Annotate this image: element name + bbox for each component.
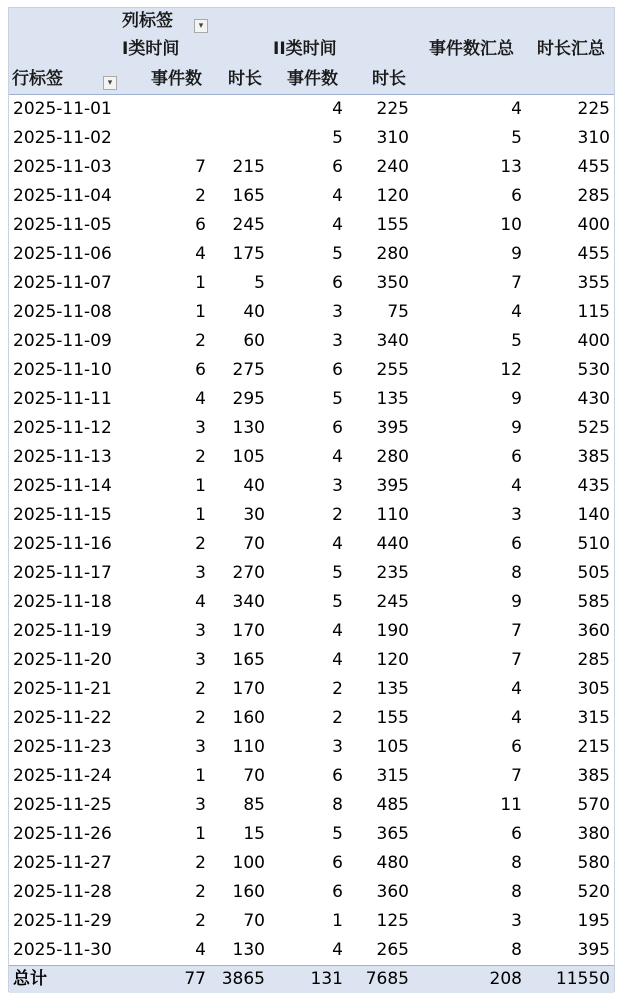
count-cell-2[interactable]: 4	[332, 534, 343, 554]
count-total-cell[interactable]: 4	[511, 99, 522, 119]
row-date-cell[interactable]: 2025-11-24	[13, 766, 112, 786]
row-date-cell[interactable]: 2025-11-29	[13, 911, 112, 931]
duration-total-cell[interactable]: 195	[577, 911, 610, 931]
count-total-cell[interactable]: 7	[511, 766, 522, 786]
row-date-cell[interactable]: 2025-11-27	[13, 853, 112, 873]
pivot-body	[9, 95, 614, 965]
count-cell-1[interactable]: 1	[195, 302, 206, 322]
count-cell-2[interactable]: 4	[332, 621, 343, 641]
count-cell-2[interactable]: 6	[332, 360, 343, 380]
duration-total-cell[interactable]: 395	[577, 940, 610, 960]
duration-cell-1[interactable]: 245	[232, 215, 265, 235]
duration-total-cell[interactable]: 285	[577, 650, 610, 670]
count-cell-2[interactable]: 5	[332, 563, 343, 583]
count-total-cell[interactable]: 11	[500, 795, 522, 815]
table-row	[9, 530, 614, 559]
row-date-cell[interactable]: 2025-11-16	[13, 534, 112, 554]
duration-cell-2[interactable]: 240	[376, 157, 409, 177]
count-cell-2[interactable]: 1	[332, 911, 343, 931]
count-total-cell[interactable]: 6	[511, 186, 522, 206]
duration-cell-2[interactable]: 190	[376, 621, 409, 641]
group-header-2: II类时间	[273, 39, 337, 59]
count-cell-1[interactable]: 3	[195, 737, 206, 757]
duration-total-cell[interactable]: 385	[577, 447, 610, 467]
count-cell-2[interactable]: 4	[332, 447, 343, 467]
count-cell-1[interactable]: 2	[195, 331, 206, 351]
count-cell-1[interactable]: 6	[195, 215, 206, 235]
table-row	[9, 501, 614, 530]
row-labels-heading: 行标签	[12, 69, 63, 89]
count-total-cell[interactable]: 9	[511, 418, 522, 438]
total-count-1[interactable]: 77	[184, 969, 206, 989]
count-cell-1[interactable]: 2	[195, 853, 206, 873]
count-total-cell[interactable]: 7	[511, 650, 522, 670]
duration-total-cell[interactable]: 305	[577, 679, 610, 699]
duration-cell-2[interactable]: 280	[376, 447, 409, 467]
row-date-cell[interactable]: 2025-11-06	[13, 244, 112, 264]
row-date-cell[interactable]: 2025-11-28	[13, 882, 112, 902]
duration-cell-1[interactable]: 160	[232, 708, 265, 728]
count-total-cell[interactable]: 10	[500, 215, 522, 235]
duration-cell-2[interactable]: 75	[387, 302, 409, 322]
count-cell-1[interactable]: 2	[195, 911, 206, 931]
table-row	[9, 820, 614, 849]
duration-cell-1[interactable]: 170	[232, 679, 265, 699]
duration-total-cell[interactable]: 525	[577, 418, 610, 438]
duration-cell-2[interactable]: 365	[376, 824, 409, 844]
count-total-cell[interactable]: 4	[511, 476, 522, 496]
table-row	[9, 878, 614, 907]
count-total-cell[interactable]: 5	[511, 331, 522, 351]
table-row	[9, 849, 614, 878]
table-row	[9, 95, 614, 124]
duration-cell-1[interactable]: 100	[232, 853, 265, 873]
table-row	[9, 211, 614, 240]
duration-total-cell[interactable]: 400	[577, 331, 610, 351]
duration-total-header: 时长汇总	[537, 39, 605, 59]
count-cell-1[interactable]: 2	[195, 679, 206, 699]
duration-cell-1[interactable]: 170	[232, 621, 265, 641]
row-date-cell[interactable]: 2025-11-19	[13, 621, 112, 641]
row-date-cell[interactable]: 2025-11-14	[13, 476, 112, 496]
duration-cell-1[interactable]: 165	[232, 650, 265, 670]
duration-total-cell[interactable]: 455	[577, 244, 610, 264]
duration-cell-2[interactable]: 280	[376, 244, 409, 264]
count-total-cell[interactable]: 6	[511, 534, 522, 554]
total-duration-2[interactable]: 7685	[365, 969, 409, 989]
duration-total-cell[interactable]: 355	[577, 273, 610, 293]
duration-cell-1[interactable]: 165	[232, 186, 265, 206]
duration-cell-2[interactable]: 350	[376, 273, 409, 293]
count-total-cell[interactable]: 8	[511, 853, 522, 873]
duration-cell-1[interactable]: 340	[232, 592, 265, 612]
count-cell-2[interactable]: 4	[332, 186, 343, 206]
table-row	[9, 733, 614, 762]
duration-cell-1[interactable]: 70	[243, 911, 265, 931]
duration-cell-1[interactable]: 275	[232, 360, 265, 380]
count-cell-1[interactable]: 4	[195, 940, 206, 960]
count-total-header: 事件数汇总	[429, 39, 514, 59]
count-cell-1[interactable]: 2	[195, 534, 206, 554]
duration-total-cell[interactable]: 140	[577, 505, 610, 525]
duration-cell-1[interactable]: 30	[243, 505, 265, 525]
count-cell-1[interactable]: 4	[195, 389, 206, 409]
count-cell-1[interactable]: 3	[195, 621, 206, 641]
count-total-cell[interactable]: 4	[511, 679, 522, 699]
duration-cell-2[interactable]: 340	[376, 331, 409, 351]
row-date-cell[interactable]: 2025-11-11	[13, 389, 112, 409]
duration-total-cell[interactable]: 285	[577, 186, 610, 206]
count-cell-2[interactable]: 6	[332, 273, 343, 293]
count-total-cell[interactable]: 6	[511, 447, 522, 467]
count-cell-2[interactable]: 6	[332, 157, 343, 177]
table-row	[9, 124, 614, 153]
table-row	[9, 936, 614, 965]
count-cell-2[interactable]: 4	[332, 215, 343, 235]
duration-total-cell[interactable]: 400	[577, 215, 610, 235]
duration-cell-2[interactable]: 235	[376, 563, 409, 583]
duration-total-cell[interactable]: 215	[577, 737, 610, 757]
count-total-cell[interactable]: 7	[511, 273, 522, 293]
table-row	[9, 240, 614, 269]
row-date-cell[interactable]: 2025-11-25	[13, 795, 112, 815]
duration-cell-2[interactable]: 255	[376, 360, 409, 380]
count-total-cell[interactable]: 3	[511, 505, 522, 525]
duration-cell-2[interactable]: 105	[376, 737, 409, 757]
duration-cell-2[interactable]: 225	[376, 99, 409, 119]
count-cell-2[interactable]: 2	[332, 679, 343, 699]
row-date-cell[interactable]: 2025-11-12	[13, 418, 112, 438]
count-total-cell[interactable]: 9	[511, 592, 522, 612]
pivot-header	[9, 8, 614, 95]
duration-total-cell[interactable]: 585	[577, 592, 610, 612]
table-row	[9, 762, 614, 791]
table-row	[9, 675, 614, 704]
count-cell-2[interactable]: 4	[332, 940, 343, 960]
count-cell-1[interactable]: 2	[195, 186, 206, 206]
count-total-cell[interactable]: 9	[511, 389, 522, 409]
grand-total-row	[9, 965, 614, 993]
row-date-cell[interactable]: 2025-11-21	[13, 679, 112, 699]
duration-cell-1[interactable]: 85	[243, 795, 265, 815]
table-row	[9, 559, 614, 588]
table-row	[9, 443, 614, 472]
table-row	[9, 791, 614, 820]
count-cell-1[interactable]: 1	[195, 505, 206, 525]
count-cell-2[interactable]: 5	[332, 244, 343, 264]
total-duration-1[interactable]: 3865	[221, 969, 265, 989]
row-date-cell[interactable]: 2025-11-20	[13, 650, 112, 670]
duration-cell-2[interactable]: 135	[376, 679, 409, 699]
table-row	[9, 327, 614, 356]
row-date-cell[interactable]: 2025-11-10	[13, 360, 112, 380]
row-date-cell[interactable]: 2025-11-18	[13, 592, 112, 612]
duration-total-cell[interactable]: 360	[577, 621, 610, 641]
row-date-cell[interactable]: 2025-11-17	[13, 563, 112, 583]
table-row	[9, 385, 614, 414]
row-date-cell[interactable]: 2025-11-05	[13, 215, 112, 235]
count-total-cell[interactable]: 12	[500, 360, 522, 380]
count-cell-2[interactable]: 4	[332, 650, 343, 670]
total-duration-all[interactable]: 11550	[555, 969, 610, 989]
count-total-cell[interactable]: 13	[500, 157, 522, 177]
duration-cell-1[interactable]: 130	[232, 418, 265, 438]
duration-cell-2[interactable]: 485	[376, 795, 409, 815]
duration-total-cell[interactable]: 580	[577, 853, 610, 873]
duration-cell-2[interactable]: 265	[376, 940, 409, 960]
table-row	[9, 704, 614, 733]
grand-total-label[interactable]: 总计	[13, 969, 47, 989]
count-header-1: 事件数	[151, 69, 202, 89]
count-cell-1[interactable]: 4	[195, 592, 206, 612]
count-total-cell[interactable]: 9	[511, 244, 522, 264]
row-date-cell[interactable]: 2025-11-04	[13, 186, 112, 206]
duration-total-cell[interactable]: 310	[577, 128, 610, 148]
duration-header-1: 时长	[228, 69, 262, 89]
count-total-cell[interactable]: 5	[511, 128, 522, 148]
duration-cell-1[interactable]: 60	[243, 331, 265, 351]
count-cell-2[interactable]: 3	[332, 737, 343, 757]
duration-total-cell[interactable]: 510	[577, 534, 610, 554]
row-date-cell[interactable]: 2025-11-26	[13, 824, 112, 844]
row-date-cell[interactable]: 2025-11-23	[13, 737, 112, 757]
count-total-cell[interactable]: 4	[511, 302, 522, 322]
count-cell-1[interactable]: 2	[195, 882, 206, 902]
pivot-table	[8, 7, 615, 992]
count-cell-2[interactable]: 8	[332, 795, 343, 815]
duration-total-cell[interactable]: 570	[577, 795, 610, 815]
duration-cell-2[interactable]: 315	[376, 766, 409, 786]
duration-total-cell[interactable]: 315	[577, 708, 610, 728]
duration-cell-2[interactable]: 155	[376, 708, 409, 728]
duration-cell-1[interactable]: 40	[243, 476, 265, 496]
table-row	[9, 617, 614, 646]
duration-cell-2[interactable]: 310	[376, 128, 409, 148]
duration-cell-1[interactable]: 40	[243, 302, 265, 322]
duration-total-cell[interactable]: 505	[577, 563, 610, 583]
count-total-cell[interactable]: 8	[511, 940, 522, 960]
count-cell-2[interactable]: 2	[332, 708, 343, 728]
table-row	[9, 182, 614, 211]
table-row	[9, 472, 614, 501]
row-filter-dropdown-icon[interactable]: ▾	[103, 76, 117, 90]
column-labels-heading: 列标签	[122, 11, 173, 31]
duration-cell-1[interactable]: 295	[232, 389, 265, 409]
duration-total-cell[interactable]: 115	[577, 302, 610, 322]
count-cell-1[interactable]: 1	[195, 476, 206, 496]
table-row	[9, 588, 614, 617]
group-header-1: I类时间	[122, 39, 180, 59]
row-date-cell[interactable]: 2025-11-01	[13, 99, 112, 119]
duration-header-2: 时长	[372, 69, 406, 89]
row-date-cell[interactable]: 2025-11-30	[13, 940, 112, 960]
table-row	[9, 907, 614, 936]
count-cell-1[interactable]: 1	[195, 273, 206, 293]
count-header-2: 事件数	[287, 69, 338, 89]
duration-cell-1[interactable]: 160	[232, 882, 265, 902]
count-total-cell[interactable]: 8	[511, 882, 522, 902]
count-total-cell[interactable]: 6	[511, 824, 522, 844]
duration-cell-2[interactable]: 245	[376, 592, 409, 612]
duration-total-cell[interactable]: 435	[577, 476, 610, 496]
count-total-cell[interactable]: 3	[511, 911, 522, 931]
duration-cell-1[interactable]: 270	[232, 563, 265, 583]
count-cell-1[interactable]: 7	[195, 157, 206, 177]
row-date-cell[interactable]: 2025-11-13	[13, 447, 112, 467]
table-row	[9, 298, 614, 327]
count-cell-2[interactable]: 4	[332, 99, 343, 119]
count-cell-1[interactable]: 2	[195, 447, 206, 467]
duration-total-cell[interactable]: 380	[577, 824, 610, 844]
duration-cell-2[interactable]: 480	[376, 853, 409, 873]
duration-cell-1[interactable]: 105	[232, 447, 265, 467]
duration-total-cell[interactable]: 530	[577, 360, 610, 380]
duration-cell-1[interactable]: 70	[243, 534, 265, 554]
duration-cell-1[interactable]: 70	[243, 766, 265, 786]
count-cell-2[interactable]: 5	[332, 128, 343, 148]
table-row	[9, 414, 614, 443]
duration-cell-1[interactable]: 5	[254, 273, 265, 293]
row-date-cell[interactable]: 2025-11-02	[13, 128, 112, 148]
duration-total-cell[interactable]: 385	[577, 766, 610, 786]
duration-cell-2[interactable]: 395	[376, 476, 409, 496]
count-cell-2[interactable]: 3	[332, 476, 343, 496]
count-total-cell[interactable]: 7	[511, 621, 522, 641]
duration-cell-2[interactable]: 120	[376, 650, 409, 670]
count-cell-1[interactable]: 3	[195, 563, 206, 583]
duration-cell-2[interactable]: 440	[376, 534, 409, 554]
count-cell-1[interactable]: 1	[195, 824, 206, 844]
duration-total-cell[interactable]: 455	[577, 157, 610, 177]
duration-cell-2[interactable]: 120	[376, 186, 409, 206]
duration-cell-2[interactable]: 360	[376, 882, 409, 902]
count-cell-1[interactable]: 1	[195, 766, 206, 786]
count-cell-2[interactable]: 5	[332, 389, 343, 409]
count-cell-1[interactable]: 3	[195, 795, 206, 815]
row-date-cell[interactable]: 2025-11-07	[13, 273, 112, 293]
duration-cell-1[interactable]: 215	[232, 157, 265, 177]
duration-total-cell[interactable]: 430	[577, 389, 610, 409]
row-date-cell[interactable]: 2025-11-22	[13, 708, 112, 728]
column-filter-dropdown-icon[interactable]: ▾	[194, 19, 208, 33]
row-date-cell[interactable]: 2025-11-03	[13, 157, 112, 177]
duration-cell-2[interactable]: 110	[376, 505, 409, 525]
duration-cell-1[interactable]: 175	[232, 244, 265, 264]
count-cell-2[interactable]: 3	[332, 302, 343, 322]
count-cell-1[interactable]: 4	[195, 244, 206, 264]
count-total-cell[interactable]: 4	[511, 708, 522, 728]
table-row	[9, 356, 614, 385]
count-cell-1[interactable]: 3	[195, 650, 206, 670]
count-cell-1[interactable]: 2	[195, 708, 206, 728]
count-total-cell[interactable]: 8	[511, 563, 522, 583]
count-cell-2[interactable]: 2	[332, 505, 343, 525]
count-cell-2[interactable]: 6	[332, 766, 343, 786]
total-count-2[interactable]: 131	[310, 969, 343, 989]
duration-cell-1[interactable]: 110	[232, 737, 265, 757]
table-row	[9, 269, 614, 298]
duration-cell-2[interactable]: 155	[376, 215, 409, 235]
row-date-cell[interactable]: 2025-11-15	[13, 505, 112, 525]
row-date-cell[interactable]: 2025-11-08	[13, 302, 112, 322]
count-cell-1[interactable]: 3	[195, 418, 206, 438]
duration-cell-2[interactable]: 395	[376, 418, 409, 438]
duration-cell-2[interactable]: 125	[376, 911, 409, 931]
count-total-cell[interactable]: 6	[511, 737, 522, 757]
count-cell-2[interactable]: 6	[332, 853, 343, 873]
count-cell-1[interactable]: 6	[195, 360, 206, 380]
table-row	[9, 153, 614, 182]
duration-cell-1[interactable]: 130	[232, 940, 265, 960]
duration-total-cell[interactable]: 225	[577, 99, 610, 119]
count-cell-2[interactable]: 5	[332, 824, 343, 844]
duration-cell-1[interactable]: 15	[243, 824, 265, 844]
count-cell-2[interactable]: 6	[332, 418, 343, 438]
total-count-all[interactable]: 208	[489, 969, 522, 989]
duration-total-cell[interactable]: 520	[577, 882, 610, 902]
count-cell-2[interactable]: 3	[332, 331, 343, 351]
count-cell-2[interactable]: 5	[332, 592, 343, 612]
count-cell-2[interactable]: 6	[332, 882, 343, 902]
row-date-cell[interactable]: 2025-11-09	[13, 331, 112, 351]
table-row	[9, 646, 614, 675]
duration-cell-2[interactable]: 135	[376, 389, 409, 409]
